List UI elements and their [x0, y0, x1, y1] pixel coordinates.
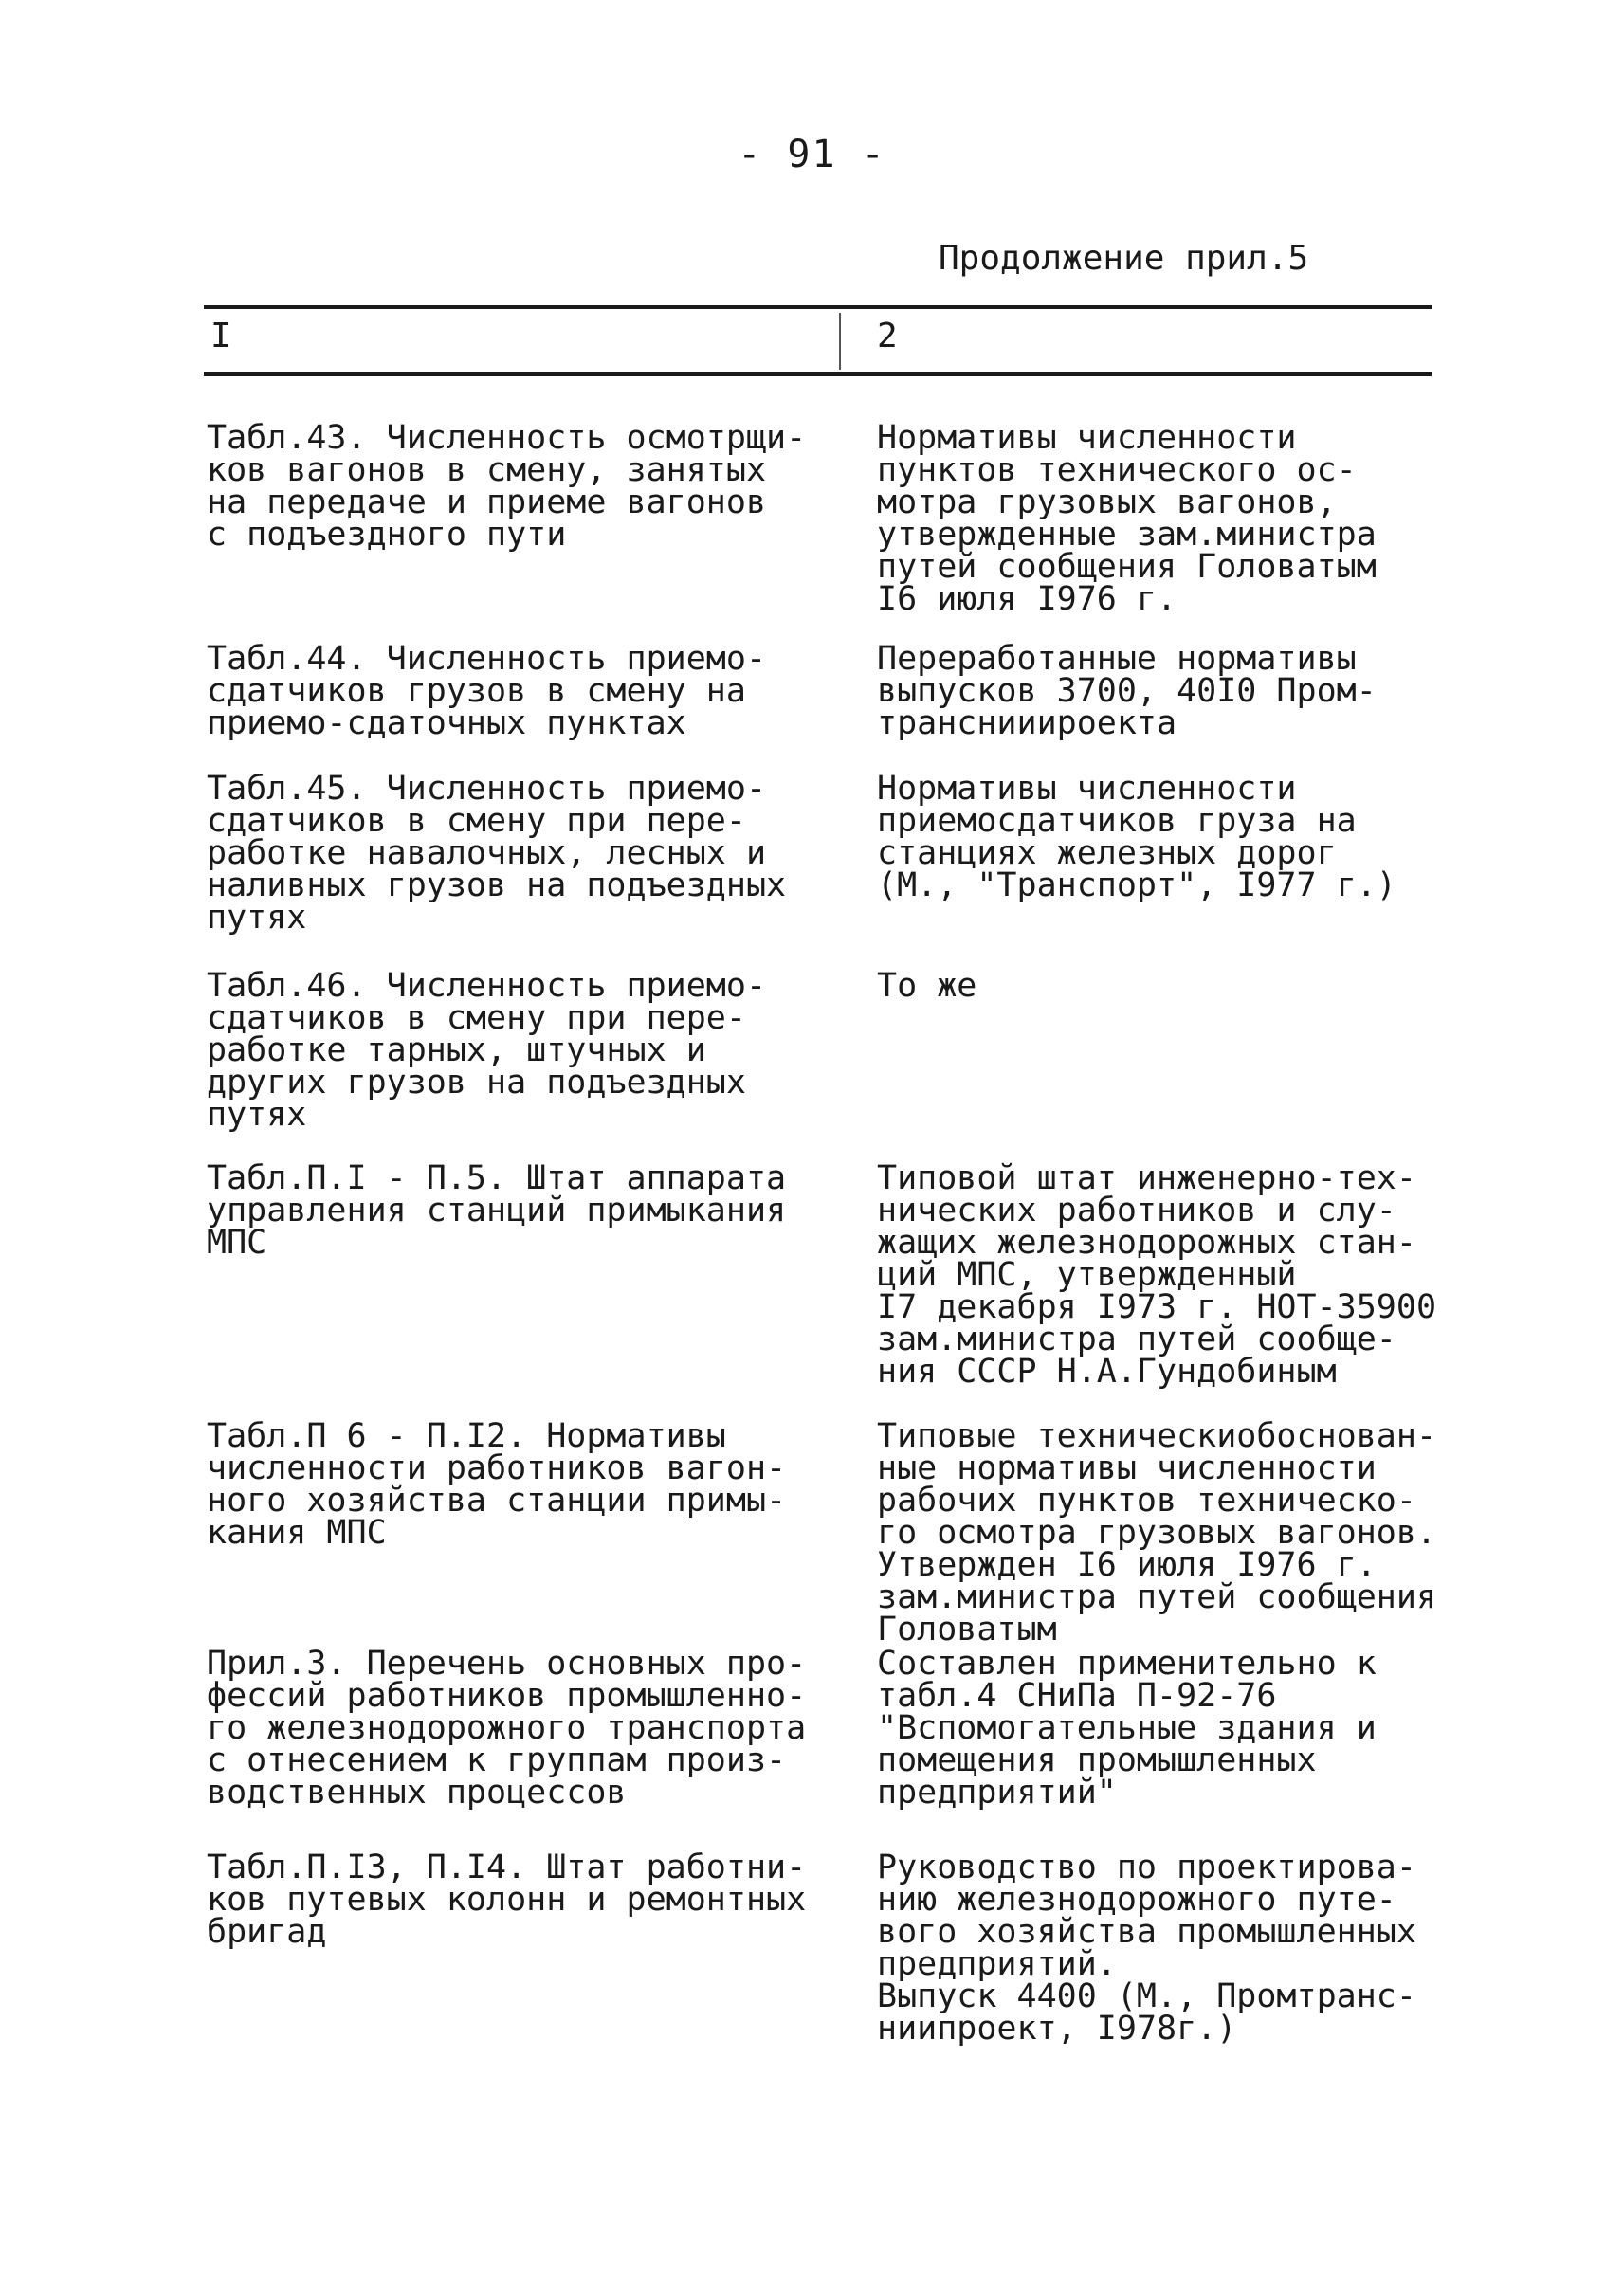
row-5-left: Табл.П.I - П.5. Штат аппарата управления станций примыкания МПС	[207, 1159, 787, 1262]
row-6-right: Типовые техническиобоснован- ные нормативы численности рабочих пунктов техническо- го осмотра грузовых вагонов. Утвержден I6 июля I976 г. зам.министра путей сообщения Головатым	[877, 1417, 1437, 1648]
row-6-left: Табл.П 6 - П.I2. Нормативы численности работников вагон- ного хозяйства станции примы- кания МПС	[207, 1417, 787, 1552]
row-2-left: Табл.44. Численность приемо- сдатчиков грузов в смену на приемо-сдаточных пунктах	[207, 640, 767, 742]
row-7-left: Прил.3. Перечень основных про- фессий работников промышленно- го железнодорожного транспорта с отнесением к группам произ- водственных процессов	[207, 1645, 807, 1812]
row-1-right: Нормативы численности пунктов технического ос- мотра грузовых вагонов, утвержденные зам.министра путей сообщения Головатым I6 июля I976 г.	[877, 419, 1377, 618]
row-5-right: Типовой штат инженерно-тех- нических работников и слу- жащих железнодорожных стан- ций МПС, утвержденный I7 декабря I973 г. НОТ-35900 зам.министра путей сообще- ния СССР Н.А.Гундобиным	[877, 1159, 1437, 1391]
table-header-rule	[204, 372, 1432, 376]
row-1-left: Табл.43. Численность осмотрщи- ков вагонов в смену, занятых на передаче и приеме вагонов с подъездного пути	[207, 419, 807, 554]
column-header-1: I	[210, 317, 231, 355]
continuation-label: Продолжение прил.5	[939, 239, 1309, 278]
page-number: - 91 -	[738, 133, 886, 176]
row-8-right: Руководство по проектирова- нию железнодорожного путе- вого хозяйства промышленных предприятий. Выпуск 4400 (М., Промтранс- ниипроект, I978г.)	[877, 1849, 1416, 2048]
column-header-2: 2	[877, 317, 898, 355]
row-3-left: Табл.45. Численность приемо- сдатчиков в смену при пере- работке навалочных, лесных и наливных грузов на подъездных путях	[207, 770, 787, 937]
row-3-right: Нормативы численности приемосдатчиков груза на станциях железных дорог (М., "Транспорт", I977 г.)	[877, 770, 1396, 904]
column-separator	[839, 313, 841, 370]
row-7-right: Составлен применительно к табл.4 СНиПа П-92-76 "Вспомогательные здания и помещения промышленных предприятий"	[877, 1645, 1377, 1812]
row-4-right: То же	[877, 967, 977, 1005]
row-2-right: Переработанные нормативы выпусков 3700, 40I0 Пром- транснииироекта	[877, 640, 1377, 742]
row-4-left: Табл.46. Численность приемо- сдатчиков в смену при пере- работке тарных, штучных и других грузов на подъездных путях	[207, 967, 767, 1134]
table-top-rule	[204, 305, 1432, 309]
row-8-left: Табл.П.I3, П.I4. Штат работни- ков путевых колонн и ремонтных бригад	[207, 1849, 807, 1951]
